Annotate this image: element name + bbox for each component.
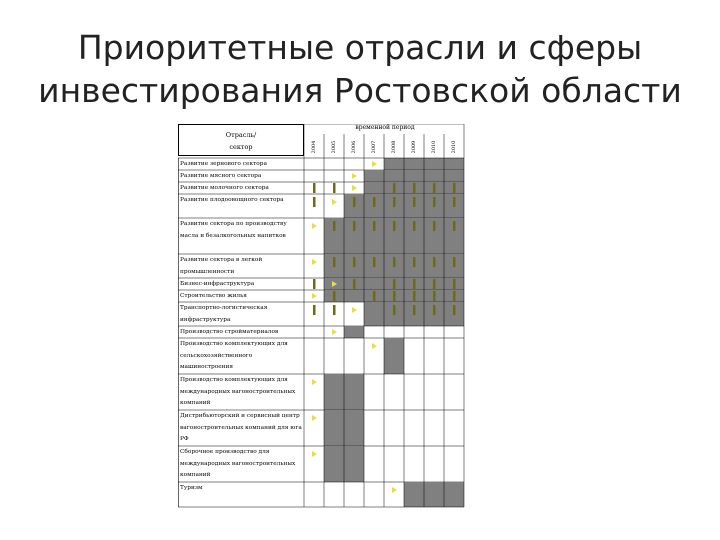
- activity-bar-mark: [453, 257, 456, 267]
- activity-bar-mark: [313, 197, 316, 207]
- row-sector-label: Развитие сектора по производству масла и безалкогольных напитков: [180, 221, 287, 239]
- activity-bar-mark: [373, 291, 376, 301]
- header-year-label: 2006: [351, 140, 357, 154]
- investment-timeline-table: [178, 124, 466, 532]
- slide-title-line-2: инвестирования Ростовской области: [38, 71, 682, 110]
- activity-bar-mark: [433, 221, 436, 231]
- header-year-8: [444, 136, 464, 158]
- row-sector-label: Развитие зернового сектора: [180, 161, 267, 167]
- activity-bar-mark: [453, 197, 456, 207]
- activity-bar-mark: [433, 291, 436, 301]
- row-sector-label: Туризм: [180, 485, 203, 491]
- activity-bar-mark: [353, 257, 356, 267]
- row-sector-label: Транспортно-логистическая инфраструктура: [180, 305, 268, 323]
- activity-bar-mark: [413, 183, 416, 193]
- header-year-2: [324, 136, 344, 158]
- activity-bar-mark: [313, 279, 316, 289]
- row-period-shading: [384, 338, 404, 374]
- header-sector-line-2: сектор: [229, 143, 253, 151]
- activity-bar-mark: [353, 279, 356, 289]
- row-period-shading: [344, 326, 364, 338]
- start-triangle-mark: [312, 223, 317, 229]
- activity-bar-mark: [413, 279, 416, 289]
- header-year-label: 2009: [411, 140, 417, 154]
- activity-bar-mark: [413, 257, 416, 267]
- activity-bar-mark: [333, 291, 336, 301]
- row-period-shading: [364, 170, 464, 182]
- row-sector-label: Бизнес-инфраструктура: [180, 281, 255, 287]
- activity-bar-mark: [433, 257, 436, 267]
- activity-bar-mark: [373, 257, 376, 267]
- activity-bar-mark: [393, 291, 396, 301]
- activity-bar-mark: [353, 197, 356, 207]
- activity-bar-mark: [333, 221, 336, 231]
- row-sector-label: Производство стройматериалов: [180, 329, 279, 335]
- activity-bar-mark: [413, 197, 416, 207]
- row-sector-label: Развитие мясного сектора: [180, 173, 262, 179]
- activity-bar-mark: [393, 279, 396, 289]
- header-year-4: [364, 136, 384, 158]
- activity-bar-mark: [333, 257, 336, 267]
- start-triangle-mark: [352, 173, 357, 179]
- activity-bar-mark: [393, 305, 396, 315]
- activity-bar-mark: [333, 183, 336, 193]
- slide-title-line-1: Приоритетные отрасли и сферы: [77, 28, 643, 67]
- activity-bar-mark: [453, 183, 456, 193]
- header-year-7: [424, 136, 444, 158]
- row-period-shading: [404, 482, 464, 507]
- header-period: временной период: [355, 124, 415, 131]
- activity-bar-mark: [313, 305, 316, 315]
- activity-bar-mark: [413, 291, 416, 301]
- start-triangle-mark: [372, 161, 377, 167]
- row-sector-label: Развитие молочного сектора: [180, 185, 269, 191]
- start-triangle-mark: [352, 185, 357, 191]
- activity-bar-mark: [453, 221, 456, 231]
- row-sector-label: Сборочное производство для международных вагоностроительных компаний: [180, 449, 296, 478]
- activity-bar-mark: [433, 305, 436, 315]
- activity-bar-mark: [393, 183, 396, 193]
- activity-bar-mark: [453, 291, 456, 301]
- activity-bar-mark: [333, 305, 336, 315]
- row-sector-label: Развитие сектора в легкой промышленности: [180, 257, 263, 275]
- start-triangle-mark: [352, 307, 357, 313]
- slide-title: [0, 26, 720, 112]
- header-year-3: [344, 136, 364, 158]
- header-year-6: [404, 136, 424, 158]
- activity-bar-mark: [413, 305, 416, 315]
- start-triangle-mark: [372, 343, 377, 349]
- activity-bar-mark: [433, 197, 436, 207]
- start-triangle-mark: [332, 329, 337, 335]
- activity-bar-mark: [453, 305, 456, 315]
- activity-bar-mark: [353, 221, 356, 231]
- header-sector-cell: [178, 124, 304, 156]
- start-triangle-mark: [312, 415, 317, 421]
- row-sector-label: Строительство жилья: [180, 293, 247, 299]
- header-year-1: [304, 136, 324, 158]
- activity-bar-mark: [373, 221, 376, 231]
- row-sector-label: Производство комплектующих для международных вагоностроительных компаний: [180, 377, 296, 406]
- activity-bar-mark: [393, 197, 396, 207]
- header-year-label: 2007: [371, 140, 377, 154]
- header-sector-line-1: Отрасль/: [225, 131, 257, 139]
- header-year-label: 2010: [451, 140, 457, 154]
- start-triangle-mark: [392, 487, 397, 493]
- activity-bar-mark: [433, 183, 436, 193]
- start-triangle-mark: [312, 451, 317, 457]
- start-triangle-mark: [312, 379, 317, 385]
- start-triangle-mark: [312, 259, 317, 265]
- row-sector-label: Развитие плодоовощного сектора: [180, 197, 284, 203]
- activity-bar-mark: [393, 221, 396, 231]
- header-year-label: 2004: [311, 140, 317, 154]
- start-triangle-mark: [312, 293, 317, 299]
- header-year-5: [384, 136, 404, 158]
- activity-bar-mark: [393, 257, 396, 267]
- row-sector-label: Дистрибьюторский и сервисный центр вагоностроительных компаний для юга РФ: [180, 413, 302, 442]
- activity-bar-mark: [413, 221, 416, 231]
- header-year-label: 2008: [391, 140, 397, 154]
- start-triangle-mark: [332, 199, 337, 205]
- activity-bar-mark: [453, 279, 456, 289]
- activity-bar-mark: [313, 183, 316, 193]
- activity-bar-mark: [373, 197, 376, 207]
- header-year-label: 2010: [431, 140, 437, 154]
- header-year-label: 2005: [331, 140, 337, 154]
- row-sector-label: Производство комплектующих для сельскохозяйственного машиностроения: [180, 341, 288, 370]
- activity-bar-mark: [433, 279, 436, 289]
